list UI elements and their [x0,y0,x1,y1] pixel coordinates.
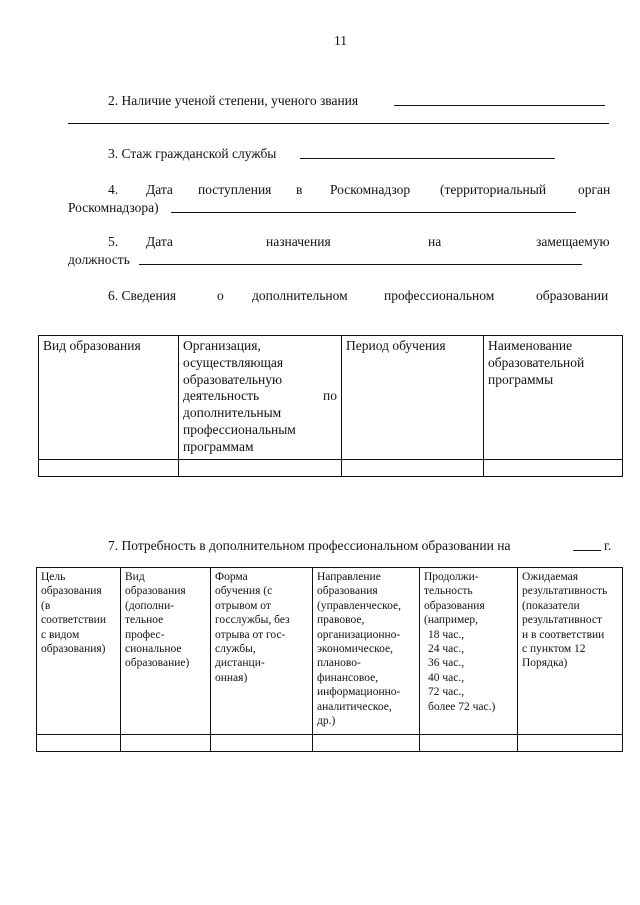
header-line: образования [317,585,378,598]
header-line: с видом [41,628,80,641]
table-cell-empty[interactable] [211,735,313,752]
header-line: программы [488,371,554,387]
header-line: правовое, [317,614,365,627]
header-line: Ожидаемая [522,571,579,583]
header-organization [179,336,342,460]
header-line: обучения (с [215,585,273,598]
item-7-year-line[interactable] [573,550,601,551]
item-6-word: о [217,288,224,303]
item-5-word: Дата [146,234,173,249]
header-line: (например, [424,614,479,627]
header-line: осуществляющая [183,354,284,370]
table-row [37,735,623,752]
header-education-type: Вид образования [39,336,179,460]
item-4-word: орган [578,182,611,197]
header-line: аналитическое, [317,700,392,713]
header-line: отрыва от гос- [215,628,286,641]
table-cell-empty[interactable] [342,460,484,477]
header-line: результативность [522,585,608,598]
table-header-row [37,568,623,735]
header-line: и в соответствии [522,628,605,641]
item-3-civil-service-experience-label: 3. Стаж гражданской службы [108,146,277,161]
table-cell-empty[interactable] [37,735,121,752]
header-line: отрывом от [215,599,271,612]
header-study-period: Период обучения [342,336,484,460]
header-education-duration [420,568,518,735]
item-6-word: 6. Сведения [108,288,177,303]
table-header-row [39,336,623,460]
header-line: Вид [125,571,145,583]
item-6-word: дополнительном [252,288,348,303]
header-line: с пунктом 12 [522,643,586,656]
header-line: (в [41,599,51,612]
header-line: Наименование [488,338,573,353]
header-line: (управленческое, [317,599,402,612]
header-line: 72 час., [428,686,465,699]
header-word: по [323,388,337,404]
header-line: результативност [522,614,602,627]
header-line: 24 час., [428,643,465,656]
item-6-word: профессиональном [384,288,495,303]
item-5-word: на [428,234,442,249]
header-line: тельное [125,614,164,627]
header-word: деятельность [183,388,260,404]
header-line: образования) [41,643,106,656]
item-5-word: назначения [266,234,331,249]
item-5-label-line-2: должность [68,252,130,267]
header-line: дистанци- [215,657,265,670]
header-line: экономическое, [317,643,393,656]
header-line: профес- [125,628,165,641]
header-line: образовательной [488,354,585,370]
table-cell-empty[interactable] [484,460,623,477]
item-7-year-suffix: г. [604,538,612,553]
item-4-word: Дата [146,182,173,197]
header-line: 40 час., [428,671,465,684]
header-line: госслужбы, без [215,614,290,627]
header-line: (показатели [522,599,580,612]
item-4-word: (территориальный [440,182,547,197]
item-5-word: замещаемую [536,234,610,249]
header-line: финансовое, [317,671,379,684]
header-line: Организация, [183,338,261,353]
item-2-answer-line[interactable] [394,105,605,106]
header-line: 36 час., [428,657,465,670]
header-line: профессиональным [183,421,296,437]
header-line: др.) [317,715,336,728]
header-line: Продолжи- [424,571,479,583]
header-line: сиональное [125,643,182,656]
header-study-form [211,568,313,735]
header-line: программам [183,438,254,454]
table-row [39,460,623,477]
header-line: Форма [215,571,248,583]
header-line: Порядка) [522,657,568,670]
item-4-word: Роскомнадзор [330,182,411,197]
header-line: образовательную [183,371,283,387]
header-line: более 72 час.) [428,700,496,713]
header-line: организационно- [317,628,401,641]
table-cell-empty[interactable] [420,735,518,752]
education-needs-table [36,567,623,752]
header-line: Цель [41,571,66,583]
additional-education-table [38,335,623,477]
header-line: образования [125,585,186,598]
header-line: (дополни- [125,599,175,612]
header-line: службы, [215,643,256,656]
header-education-direction [313,568,420,735]
header-line: планово- [317,657,361,670]
header-line: Направление [317,571,381,583]
item-7-education-need-label: 7. Потребность в дополнительном профессиональном образовании на [108,538,511,553]
header-line: онная) [215,671,248,684]
item-4-number: 4. [108,182,119,197]
header-line: тельность [424,585,473,598]
item-2-answer-line-2[interactable] [68,123,609,124]
item-4-answer-line[interactable] [171,212,576,213]
header-line: соответствии [41,614,106,627]
header-program-name [484,336,623,460]
header-education-kind [121,568,211,735]
table-cell-empty[interactable] [179,460,342,477]
table-cell-empty[interactable] [313,735,420,752]
item-4-label-line-2: Роскомнадзора) [68,200,159,215]
header-line: информационно- [317,686,401,699]
header-education-goal [37,568,121,735]
item-6-word: образовании [536,288,609,303]
item-4-word: в [296,182,303,197]
table-cell-empty[interactable] [518,735,623,752]
header-line [183,388,337,405]
table-cell-empty[interactable] [121,735,211,752]
header-line: дополнительным [183,405,282,421]
header-line: образования [424,599,485,612]
item-5-number: 5. [108,234,119,249]
item-5-answer-line[interactable] [139,264,582,265]
header-expected-result [518,568,623,735]
header-line: 18 час., [428,628,465,641]
item-4-word: поступления [198,182,272,197]
item-3-answer-line[interactable] [300,158,555,159]
header-line: образование) [125,657,190,670]
table-cell-empty[interactable] [39,460,179,477]
page-number: 11 [334,33,347,48]
item-2-academic-degree-label: 2. Наличие ученой степени, ученого звания [108,93,359,108]
header-line: образования [41,585,102,598]
